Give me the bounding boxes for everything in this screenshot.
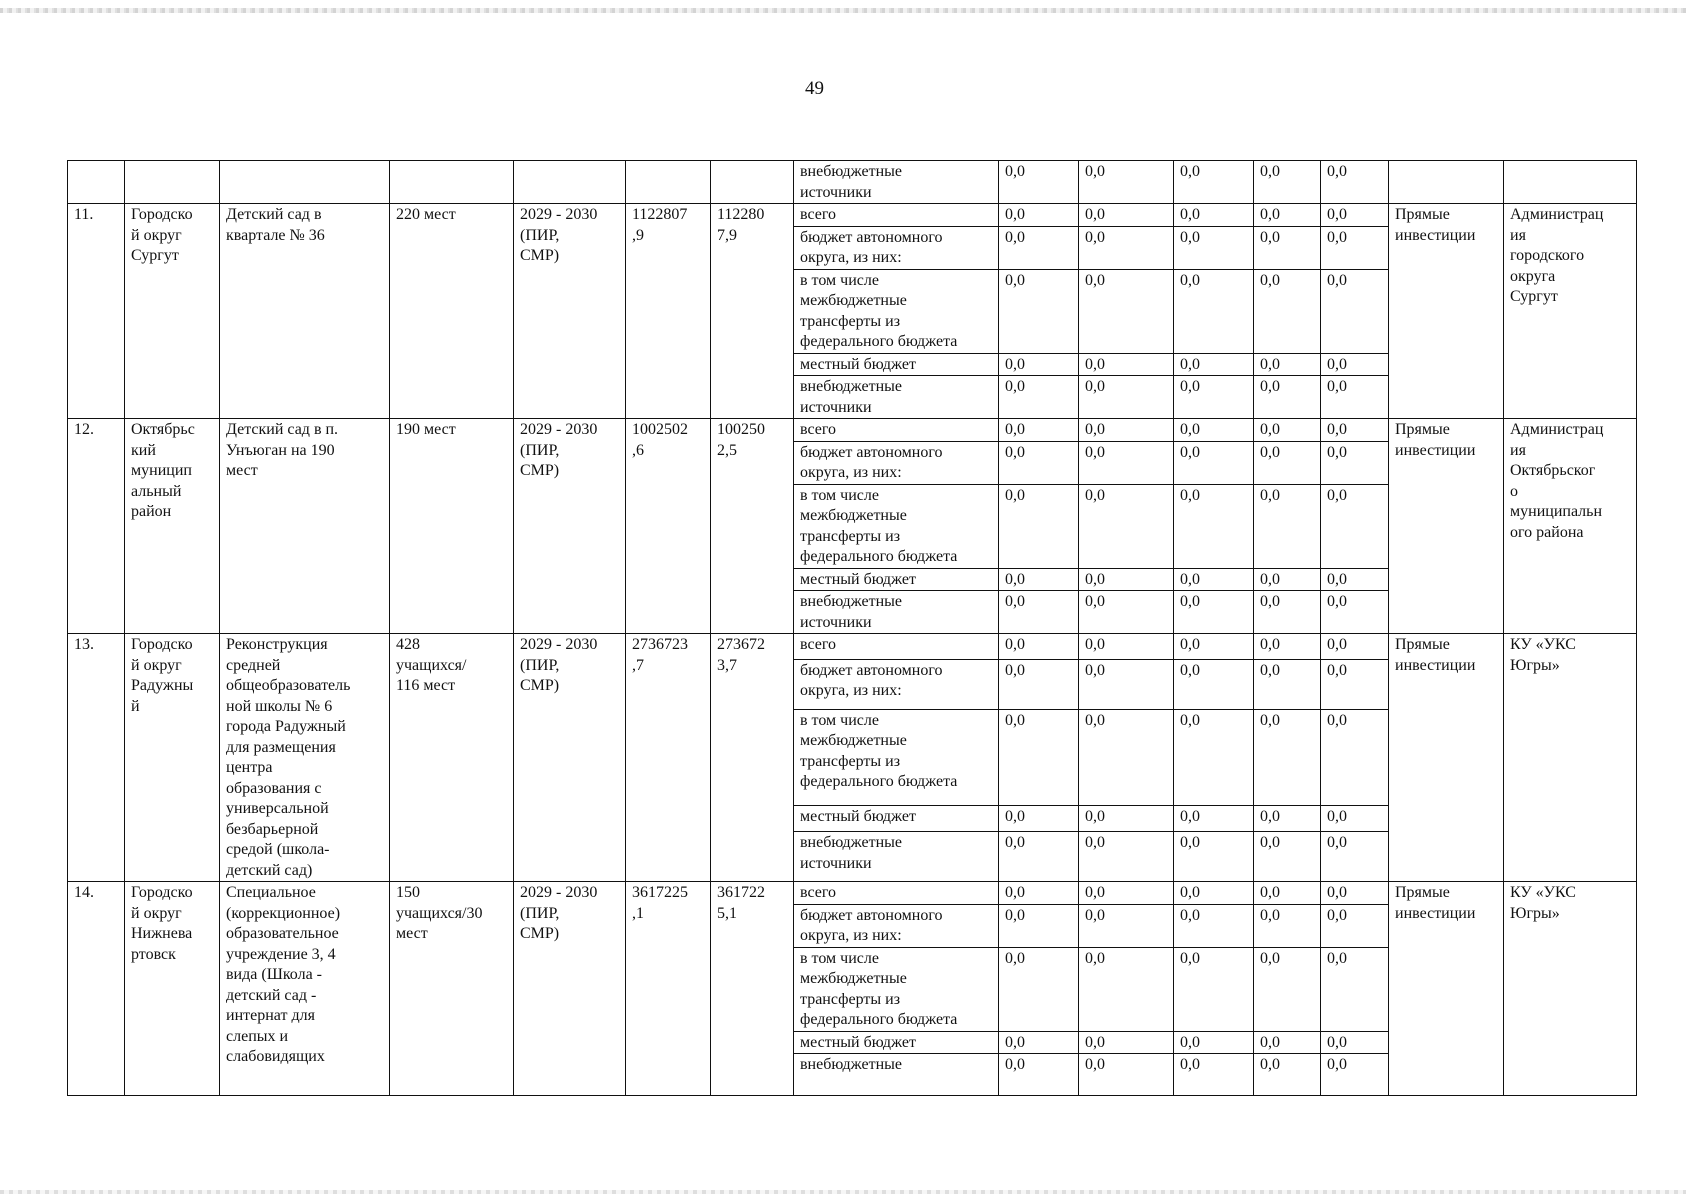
investment-objects-table <box>67 160 1637 1096</box>
table-row <box>68 634 1637 660</box>
source-label: внебюджетные источники <box>794 161 999 204</box>
year-value: 0,0 <box>1079 161 1174 204</box>
year-value: 0,0 <box>1079 659 1174 709</box>
year-value: 0,0 <box>999 484 1079 568</box>
source-label: внебюджетные источники <box>794 591 999 634</box>
year-value: 0,0 <box>1174 441 1254 484</box>
year-value: 0,0 <box>1079 591 1174 634</box>
year-value: 0,0 <box>999 441 1079 484</box>
year-value: 0,0 <box>1254 419 1321 442</box>
year-value: 0,0 <box>1321 882 1389 905</box>
year-value: 0,0 <box>1321 832 1389 882</box>
territory: Октябрьс кий муницип альный район <box>125 419 220 634</box>
year-value: 0,0 <box>999 419 1079 442</box>
year-value: 0,0 <box>1321 947 1389 1031</box>
customer: Администрац ия городского округа Сургут <box>1504 204 1637 419</box>
year-value: 0,0 <box>1254 947 1321 1031</box>
year-value: 0,0 <box>999 161 1079 204</box>
year-value: 0,0 <box>999 1054 1079 1096</box>
territory: Городско й округ Сургут <box>125 204 220 419</box>
source-label: в том числе межбюджетные трансферты из федерального бюджета <box>794 269 999 353</box>
empty-cell <box>220 161 390 204</box>
period: 2029 - 2030 (ПИР, СМР) <box>514 204 626 419</box>
year-value: 0,0 <box>999 659 1079 709</box>
year-value: 0,0 <box>1321 1054 1389 1096</box>
source-label: местный бюджет <box>794 806 999 832</box>
year-value: 0,0 <box>1174 161 1254 204</box>
year-value: 0,0 <box>1321 659 1389 709</box>
year-value: 0,0 <box>1254 161 1321 204</box>
year-value: 0,0 <box>1321 634 1389 660</box>
year-value: 0,0 <box>999 591 1079 634</box>
year-value: 0,0 <box>1254 882 1321 905</box>
year-value: 0,0 <box>1321 568 1389 591</box>
year-value: 0,0 <box>1174 1031 1254 1054</box>
year-value: 0,0 <box>1079 947 1174 1031</box>
year-value: 0,0 <box>1254 832 1321 882</box>
year-value: 0,0 <box>1254 226 1321 269</box>
source-label: местный бюджет <box>794 568 999 591</box>
year-value: 0,0 <box>1079 709 1174 806</box>
row-number: 14. <box>68 882 125 1096</box>
source-label: местный бюджет <box>794 1031 999 1054</box>
year-value: 0,0 <box>1321 904 1389 947</box>
empty-cell <box>514 161 626 204</box>
scan-edge-bottom <box>0 1190 1686 1194</box>
year-value: 0,0 <box>1254 376 1321 419</box>
year-value: 0,0 <box>1174 226 1254 269</box>
year-value: 0,0 <box>1174 832 1254 882</box>
year-value: 0,0 <box>1321 269 1389 353</box>
year-value: 0,0 <box>1254 806 1321 832</box>
year-value: 0,0 <box>1254 659 1321 709</box>
capacity: 220 мест <box>390 204 514 419</box>
source-label: внебюджетные <box>794 1054 999 1096</box>
source-label: всего <box>794 419 999 442</box>
source-label: всего <box>794 204 999 227</box>
year-value: 0,0 <box>1079 568 1174 591</box>
year-value: 0,0 <box>1321 353 1389 376</box>
territory: Городско й округ Радужны й <box>125 634 220 882</box>
year-value: 0,0 <box>1254 204 1321 227</box>
year-value: 0,0 <box>1321 161 1389 204</box>
row-number: 13. <box>68 634 125 882</box>
cost-remaining: 100250 2,5 <box>711 419 794 634</box>
year-value: 0,0 <box>1174 659 1254 709</box>
year-value: 0,0 <box>999 353 1079 376</box>
year-value: 0,0 <box>1079 1054 1174 1096</box>
year-value: 0,0 <box>1321 1031 1389 1054</box>
year-value: 0,0 <box>1079 484 1174 568</box>
year-value: 0,0 <box>1321 484 1389 568</box>
year-value: 0,0 <box>1321 591 1389 634</box>
year-value: 0,0 <box>999 226 1079 269</box>
year-value: 0,0 <box>1254 709 1321 806</box>
year-value: 0,0 <box>999 204 1079 227</box>
year-value: 0,0 <box>1174 353 1254 376</box>
source-label: бюджет автономного округа, из них: <box>794 904 999 947</box>
source-label: бюджет автономного округа, из них: <box>794 226 999 269</box>
source-label: в том числе межбюджетные трансферты из федерального бюджета <box>794 484 999 568</box>
source-label: в том числе межбюджетные трансферты из федерального бюджета <box>794 709 999 806</box>
year-value: 0,0 <box>1321 441 1389 484</box>
empty-cell <box>711 161 794 204</box>
customer: Администрац ия Октябрьског о муниципальн ого района <box>1504 419 1637 634</box>
cost-total: 3617225 ,1 <box>626 882 711 1096</box>
year-value: 0,0 <box>999 832 1079 882</box>
year-value: 0,0 <box>1321 806 1389 832</box>
year-value: 0,0 <box>1174 806 1254 832</box>
year-value: 0,0 <box>1174 947 1254 1031</box>
table-row <box>68 161 1637 204</box>
year-value: 0,0 <box>1174 204 1254 227</box>
year-value: 0,0 <box>1079 419 1174 442</box>
year-value: 0,0 <box>1254 591 1321 634</box>
period: 2029 - 2030 (ПИР, СМР) <box>514 882 626 1096</box>
year-value: 0,0 <box>1079 204 1174 227</box>
empty-cell <box>390 161 514 204</box>
source-label: внебюджетные источники <box>794 376 999 419</box>
capacity: 190 мест <box>390 419 514 634</box>
source-label: всего <box>794 634 999 660</box>
year-value: 0,0 <box>999 568 1079 591</box>
investment-mechanism: Прямые инвестиции <box>1389 634 1504 882</box>
year-value: 0,0 <box>1079 904 1174 947</box>
year-value: 0,0 <box>1174 709 1254 806</box>
year-value: 0,0 <box>999 709 1079 806</box>
capacity: 150 учащихся/30 мест <box>390 882 514 1096</box>
table-row <box>68 419 1637 442</box>
year-value: 0,0 <box>1079 634 1174 660</box>
year-value: 0,0 <box>1174 1054 1254 1096</box>
object-name: Детский сад в п. Унъюган на 190 мест <box>220 419 390 634</box>
year-value: 0,0 <box>1174 484 1254 568</box>
empty-cell <box>626 161 711 204</box>
year-value: 0,0 <box>1174 568 1254 591</box>
table-row <box>68 204 1637 227</box>
year-value: 0,0 <box>1079 441 1174 484</box>
period: 2029 - 2030 (ПИР, СМР) <box>514 634 626 882</box>
year-value: 0,0 <box>1321 709 1389 806</box>
source-label: бюджет автономного округа, из них: <box>794 441 999 484</box>
source-label: внебюджетные источники <box>794 832 999 882</box>
year-value: 0,0 <box>1079 376 1174 419</box>
empty-cell <box>1504 161 1637 204</box>
cost-total: 1002502 ,6 <box>626 419 711 634</box>
source-label: местный бюджет <box>794 353 999 376</box>
cost-total: 1122807 ,9 <box>626 204 711 419</box>
year-value: 0,0 <box>1254 1031 1321 1054</box>
year-value: 0,0 <box>999 634 1079 660</box>
year-value: 0,0 <box>1254 353 1321 376</box>
empty-cell <box>68 161 125 204</box>
year-value: 0,0 <box>1321 419 1389 442</box>
customer: КУ «УКС Югры» <box>1504 634 1637 882</box>
year-value: 0,0 <box>1079 882 1174 905</box>
year-value: 0,0 <box>999 269 1079 353</box>
page-number: 49 <box>805 78 824 99</box>
row-number: 12. <box>68 419 125 634</box>
source-label: всего <box>794 882 999 905</box>
year-value: 0,0 <box>1254 441 1321 484</box>
year-value: 0,0 <box>1079 1031 1174 1054</box>
object-name: Детский сад в квартале № 36 <box>220 204 390 419</box>
year-value: 0,0 <box>999 1031 1079 1054</box>
empty-cell <box>125 161 220 204</box>
year-value: 0,0 <box>1321 376 1389 419</box>
investment-mechanism: Прямые инвестиции <box>1389 419 1504 634</box>
year-value: 0,0 <box>1254 484 1321 568</box>
cost-remaining: 273672 3,7 <box>711 634 794 882</box>
year-value: 0,0 <box>1079 832 1174 882</box>
year-value: 0,0 <box>1174 634 1254 660</box>
year-value: 0,0 <box>999 806 1079 832</box>
customer: КУ «УКС Югры» <box>1504 882 1637 1096</box>
year-value: 0,0 <box>1174 376 1254 419</box>
year-value: 0,0 <box>1254 269 1321 353</box>
year-value: 0,0 <box>1079 806 1174 832</box>
table-row <box>68 882 1637 905</box>
cost-remaining: 361722 5,1 <box>711 882 794 1096</box>
scan-edge-top <box>0 8 1686 13</box>
year-value: 0,0 <box>1321 226 1389 269</box>
year-value: 0,0 <box>1321 204 1389 227</box>
year-value: 0,0 <box>1254 904 1321 947</box>
year-value: 0,0 <box>1174 591 1254 634</box>
year-value: 0,0 <box>1174 882 1254 905</box>
empty-cell <box>1389 161 1504 204</box>
row-number: 11. <box>68 204 125 419</box>
year-value: 0,0 <box>1254 568 1321 591</box>
year-value: 0,0 <box>999 376 1079 419</box>
cost-remaining: 112280 7,9 <box>711 204 794 419</box>
year-value: 0,0 <box>1174 269 1254 353</box>
object-name: Специальное (коррекционное) образовательное учреждение 3, 4 вида (Школа - детский сад - интернат для слепых и слабовидящих <box>220 882 390 1096</box>
year-value: 0,0 <box>1254 634 1321 660</box>
period: 2029 - 2030 (ПИР, СМР) <box>514 419 626 634</box>
year-value: 0,0 <box>999 904 1079 947</box>
year-value: 0,0 <box>1079 226 1174 269</box>
territory: Городско й округ Нижнева ртовск <box>125 882 220 1096</box>
year-value: 0,0 <box>999 947 1079 1031</box>
source-label: в том числе межбюджетные трансферты из федерального бюджета <box>794 947 999 1031</box>
capacity: 428 учащихся/ 116 мест <box>390 634 514 882</box>
source-label: бюджет автономного округа, из них: <box>794 659 999 709</box>
year-value: 0,0 <box>1079 353 1174 376</box>
object-name: Реконструкция средней общеобразователь ной школы № 6 города Радужный для размещения центра образования с универсальной безбарьерной средой (школа- детский сад) <box>220 634 390 882</box>
year-value: 0,0 <box>1174 419 1254 442</box>
year-value: 0,0 <box>1174 904 1254 947</box>
year-value: 0,0 <box>1079 269 1174 353</box>
investment-mechanism: Прямые инвестиции <box>1389 204 1504 419</box>
year-value: 0,0 <box>1254 1054 1321 1096</box>
investment-mechanism: Прямые инвестиции <box>1389 882 1504 1096</box>
cost-total: 2736723 ,7 <box>626 634 711 882</box>
year-value: 0,0 <box>999 882 1079 905</box>
